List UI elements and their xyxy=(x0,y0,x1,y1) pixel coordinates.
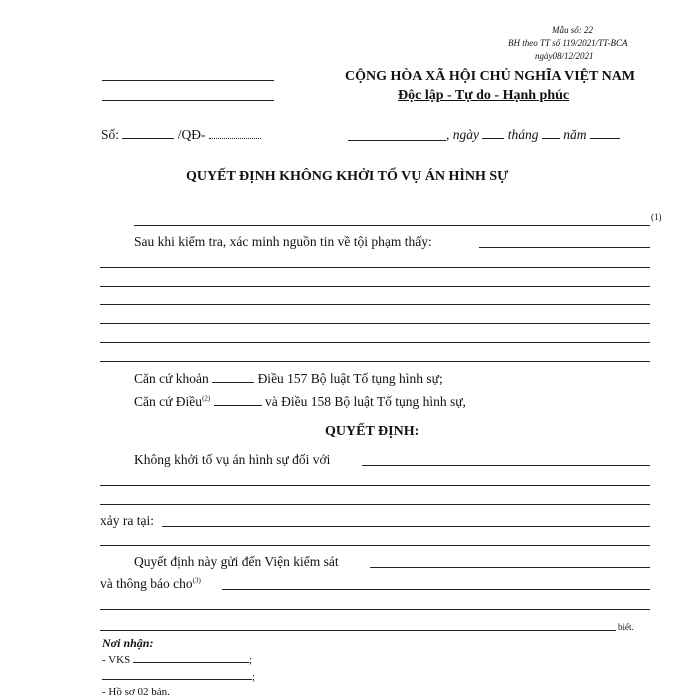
thang-label: tháng xyxy=(507,127,539,142)
legal-basis-1-prefix: Căn cứ khoản xyxy=(134,371,209,386)
form-issued-by: BH theo TT số 119/2021/TT-BCA xyxy=(508,38,628,48)
number-line xyxy=(101,127,261,143)
findings-line-6 xyxy=(100,361,650,362)
decision-text: Không khởi tố vụ án hình sự đối với xyxy=(134,452,331,467)
agency-line-2 xyxy=(102,100,274,101)
dieu-blank xyxy=(214,405,262,406)
findings-line-3 xyxy=(100,304,650,305)
recipient-blank xyxy=(102,679,252,680)
recipient-blank-row xyxy=(102,671,255,683)
legal-basis-1 xyxy=(134,371,443,387)
legal-basis-2-prefix: Căn cứ Điều xyxy=(134,394,203,409)
legal-basis-1-suffix: Điều 157 Bộ luật Tố tụng hình sự; xyxy=(257,371,443,386)
notify-line xyxy=(100,576,201,592)
decision-blank xyxy=(362,465,650,466)
recipient-archive: - Hồ sơ 02 bản. xyxy=(102,686,170,698)
occurred-at-label: xảy ra tại: xyxy=(100,513,154,528)
year-blank xyxy=(590,138,620,139)
findings-line-2 xyxy=(100,286,650,287)
khoan-blank xyxy=(212,382,254,383)
notify-line-2 xyxy=(100,609,650,610)
notify-blank xyxy=(222,589,650,590)
document-title: QUYẾT ĐỊNH KHÔNG KHỞI TỐ VỤ ÁN HÌNH SỰ xyxy=(186,169,509,184)
nam-label: năm xyxy=(563,127,587,142)
decision-line-2 xyxy=(100,485,650,486)
month-blank xyxy=(542,138,560,139)
recipient-blank-semicolon: ; xyxy=(252,671,256,683)
recipient-vks-blank xyxy=(133,662,249,663)
intro-blank xyxy=(479,247,650,248)
copies-suffix: biết. xyxy=(618,622,634,632)
occurred-at-line-2 xyxy=(100,545,650,546)
footnote-1-line xyxy=(134,225,650,226)
sent-to-text: Quyết định này gửi đến Viện kiểm sát xyxy=(134,554,339,569)
qd-blank xyxy=(209,138,261,139)
footnote-1-marker: (1) xyxy=(651,212,662,222)
recipient-vks-semicolon: ; xyxy=(248,654,253,666)
decision-heading: QUYẾT ĐỊNH: xyxy=(325,424,420,439)
footnote-3-marker: (3) xyxy=(192,576,201,585)
country-name: CỘNG HÒA XÃ HỘI CHỦ NGHĨA VIỆT NAM xyxy=(345,69,636,84)
decision-line-3 xyxy=(100,504,650,505)
place-blank xyxy=(348,140,446,141)
occurred-at-blank xyxy=(162,526,650,527)
notify-line-3 xyxy=(100,630,616,631)
agency-line-1 xyxy=(102,80,274,81)
legal-basis-2-suffix: và Điều 158 Bộ luật Tố tụng hình sự, xyxy=(264,394,466,409)
recipient-vks-label: - VKS xyxy=(102,654,131,666)
recipients-heading: Nơi nhận: xyxy=(102,636,154,650)
notify-label: và thông báo cho xyxy=(100,576,193,591)
day-blank xyxy=(482,138,504,139)
motto: Độc lập - Tự do - Hạnh phúc xyxy=(398,88,570,103)
findings-line-5 xyxy=(100,342,650,343)
so-label: Số: xyxy=(101,127,120,142)
legal-basis-2 xyxy=(134,394,466,410)
sent-to-blank xyxy=(370,567,650,568)
form-issued-date: ngày08/12/2021 xyxy=(535,51,594,61)
ngay-label: , ngày xyxy=(446,127,479,142)
qd-label: /QĐ- xyxy=(177,127,206,142)
findings-line-1 xyxy=(100,267,650,268)
so-blank xyxy=(122,138,174,139)
findings-line-4 xyxy=(100,323,650,324)
footnote-2-marker: (2) xyxy=(202,394,211,403)
intro-text: Sau khi kiểm tra, xác minh nguồn tin về tội phạm thấy: xyxy=(134,234,432,249)
form-number: Mẫu số: 22 xyxy=(552,25,593,35)
recipient-vks xyxy=(102,654,252,666)
date-line xyxy=(446,127,620,143)
